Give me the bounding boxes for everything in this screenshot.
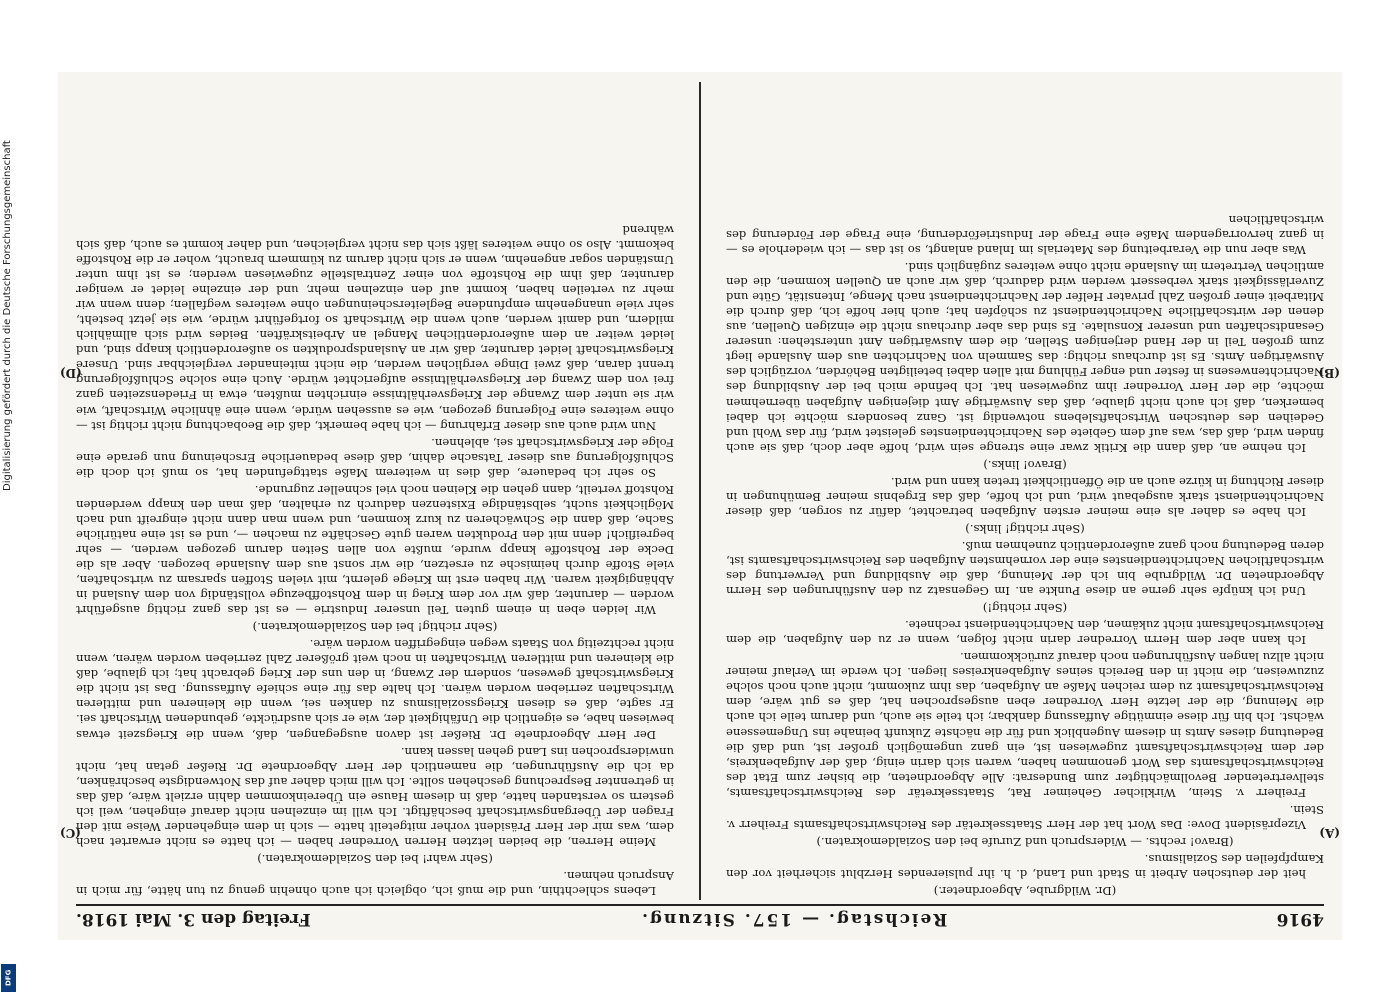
paragraph: Ich habe es daher als eine meiner ersten Aufgaben betrachtet, dafür zu sorgen, daß dieser Nachrichtendienst stark ausgebaut wird, und ich hoffe, daß das Ergebnis meiner Bemühungen in dieser Richtung in kürze auch an die Öffentlichkeit treten kann und wird. bbox=[726, 474, 1324, 519]
margin-marker-c: (C) bbox=[60, 826, 81, 840]
paragraph: (Sehr wahr! bei den Sozialdemokraten.) bbox=[257, 851, 493, 866]
dfg-logo: DFG bbox=[1, 964, 16, 992]
digitization-credit: Digitalisierung gefördert durch die Deutsche Forschungsgemeinschaft bbox=[2, 140, 13, 491]
right-column bbox=[76, 82, 674, 898]
left-column bbox=[726, 82, 1324, 898]
scanned-page bbox=[58, 72, 1342, 940]
margin-marker-a: (A) bbox=[1319, 826, 1340, 840]
paragraph: (Sehr richtig! bei den Sozialdemokraten.) bbox=[252, 620, 498, 635]
page-header bbox=[76, 904, 1324, 932]
paragraph: Meine Herren, die beiden letzten Herren Vorredner haben — ich hatte es nicht erwartet nach dem, was mir der Herr Präsident vorher mitgeteilt hatte — sich in dem eingehender Weise mit den Fragen der Übergangswirtschaft beschäftigt. Ich will im einzelnen nicht darauf eingehen, weil ich gestern so verstanden hatte, daß in diesem Hause ein Übereinkommen dahin erzielt wäre, daß das in getrennter Besprechung geschehen sollte. Ich will mich daher auf das Notwendigste beschränken, da ich die Ausführungen, die namentlich der Herr Abgeordnete Dr. Rießer getan hat, nicht unwidersprochen ins Land gehen lassen kann. bbox=[76, 744, 674, 849]
paragraph: Wir leiden eben in einem guten Teil unserer Industrie — es ist das ganz richtig ausgeführt worden — darunter, daß wir vor dem Krieg in dem Rohstoffbezuge vollständig von dem Ausland in Abhängigkeit waren. Wir haben erst im Kriege gelernt, mit vielen Stoffen sparsam zu wirtschaften, viele Stoffe durch heimische zu ersetzen, die wir sonst aus dem Auslande bezogen. Aber als die Decke der Rohstoffe knapp wurde, mußte von allen Seiten darum gezogen werden, — sehr begreiflich! denn mit den Produkten waren gute Geschäfte zu machen —, und es ist eine natürliche Sache, daß dann die Schwächeren zu kurz kommen, und wenn man dann nicht eingreift und nach Möglichkeit sucht, selbständige Existenzen dadurch zu erhalten, daß man den knapp werdenden Rohstoff verteilt, dann gehen die Kleinen noch viel schneller zugrunde. bbox=[76, 482, 674, 618]
paragraph: heit der deutschen Arbeit in Stadt und Land, d. h. ihr pulsierendes Herzblut sicherheit vor den Kampfpfeilen des Sozialismus. bbox=[726, 851, 1324, 881]
paragraph: (Sehr richtig!) bbox=[982, 601, 1068, 616]
paragraph: (Dr. Wildgrube, Abgeordneter.) bbox=[933, 884, 1117, 898]
paragraph: Nun wird auch aus dieser Erfahrung — ich habe bemerkt, daß die Beobachtung nicht richtig ist — ohne weiteres eine Folgerung gezogen, wie es aussehen würde, wenn eine ähnliche Wirtschaft, wie wir sie unter dem Zwange der Kriegsverhältnisse einrichten mußten, etwa in Friedenszeiten ganz frei von dem Zwang der Kriegsverhältnisse aufgerichtet würde. Auch eine solche Schlußfolgerung trennt daran, daß zwei Dinge verglichen werden, die nicht miteinander vergleichbar sind. Unsere Kriegswirtschaft leidet darunter, daß wir an Auslandsprodukten so außerordentlich knapp sind, und leidet weiter an dem außerordentlichen Mangel an Arbeitskräften. Beides wird sich allmählich mildern, und damit werden, auch wenn die Wirtschaft so fortgeführt würde, wie sie jetzt besteht, sehr viele unangenehm empfundene Begleiterscheinungen ohne weiteres wegfallen; denn wenn wir mehr zu verteilen haben, kommt auf den einzelnen mehr, und der einzelne leidet er weniger darunter, daß ihm die Rohstoffe von einer Zentralstelle zugewiesen werden; es ist ihm unter Umständen sogar angenehm, wenn er sich nicht darum zu kümmern braucht, woher er die Rohstoffe bekommt. Also so ohne weiteres läßt sich das nicht vergleichen, und daher kommt es auch, daß sich während bbox=[76, 222, 674, 433]
paragraph: Freiherr v. Stein, Wirklicher Geheimer Rat, Staatssekretär des Reichswirtschaftsamts, stellvertretender Bevollmächtigter zum Bundesrat: Alle Abgeordneten, die bisher zum Etat des Reichswirtschaftsamts das Wort genommen haben, waren sich darin einig, daß der Aufgabenkreis, der dem Reichswirtschaftsamt zugewiesen ist, ein ganz ungemöglich großer ist, und daß die Bedeutung dieses Amts in diesem Augenblick und für die nächste Zukunft beinahe ins Ungemessene wächst. Ich bin für diese einmütige Auffassung dankbar; ich teile sie auch, und darum teile ich auch die Meinung, die der letzte Herr Vorredner eben ausgesprochen hat, daß es gut wäre, dem Reichswirtschaftsamt zu dem reichen Maße an Aufgaben, das ihm zukommt, nicht auch noch solche zuzuweisen, die nicht in den Bereich seines Aufgabenkreises liegen. Ich werde im Verlauf meiner nicht allzu langen Ausführungen noch darauf zurückkommen. bbox=[726, 650, 1324, 800]
column-divider bbox=[699, 82, 701, 900]
paragraph: Der Herr Abgeordnete Dr. Rießer ist davon ausgegangen, daß, wenn die Kriegszeit etwas bewiesen habe, es eigentlich die Unfähigkeit der, wie er sich ausdrückte, gebundenen Wirtschaft sei. Er sagte, daß es diesen Kriegssozialismus zu danken sei, wenn die kleineren und mittleren Wirtschaften zerrieben worden wären. Ich halte das für eine schiefe Auffassung. Das ist nicht die Kriegswirtschaft gewesen, sondern der Zwang, in den uns der Krieg gebracht hat; ich glaube, daß die kleineren und mittleren Wirtschaften in noch weit größerer Zahl zerrieben worden wären, wenn nicht rechtzeitig von Staats wegen eingegriffen worden wäre. bbox=[76, 637, 674, 742]
page-number: 4916 bbox=[1276, 909, 1324, 929]
paragraph: Und ich knüpfe sehr gerne an diese Punkte an. Im Gegensatz zu den Ausführungen des Herrn Abgeordneten Dr. Wildgrube bin ich der Meinung, daß die Ausbildung und Verwertung des wirtschaftlichen Nachrichtendienstes eine der vornehmsten Aufgaben des Reichswirtschaftsamts ist, deren Bedeutung noch ganz außerordentlich zunehmen muß. bbox=[726, 538, 1324, 599]
session-title: Reichstag. — 157. Sitzung. bbox=[640, 909, 948, 929]
paragraph: So sehr ich bedauere, daß dies in weiterem Maße stattgefunden hat, so muß ich doch die Schlußfolgerung aus dieser Tatsache dahin, daß diese bedauerliche Erscheinung nun gerade eine Folge der Kriegswirtschaft sei, ablehnen. bbox=[76, 435, 674, 480]
paragraph: Lebens schlechthin, und die muß ich, obgleich ich auch ohnehin genug zu tun hätte, für mich in Anspruch nehmen. bbox=[76, 868, 674, 898]
paragraph: Ich nehme an, daß dann die Kritik zwar eine strenge sein wird, hoffe aber doch, daß sie auch finden wird, daß das, was auf dem Gebiete des Nachrichtendienstes geleistet wird, für das Wohl und Gedeihen des deutschen Wirtschaftslebens notwendig ist. Ganz besonders möchte ich dabei bemerken, daß ich auch nicht glaube, daß das Auswärtige Amt diejenigen Aufgaben übernehmen möchte, die der Herr Vorredner ihm zugewiesen hat. Ich befinde mich bei der Ausbildung des Nachrichtenwesens in fester und enger Fühlung mit allen dabei beteiligten Behörden, vorzüglich des Auswärtigen Amts. Es ist durchaus richtig: das Sammeln von Nachrichten aus dem Auslande liegt zum großen Teil in der Hand derjenigen Stellen, die dem Auswärtigen Amt unterstehen: unserer Gesandtschaften und unserer Konsulate. Es sind das aber durchaus nicht die einzigen Quellen, aus denen der wirtschaftliche Nachrichtendienst zu schöpfen hat; auch hier hoffe ich, daß durch die Mitarbeit einer großen Zahl privater Helfer der Nachrichtendienst nach Menge, Intensität, Güte und Zuverlässigkeit stark verbessert werden wird dadurch, daß wir auch an Quellen kommen, die den amtlichen Vertretern im Auslande nicht ohne weiteres zugänglich sind. bbox=[726, 260, 1324, 455]
paragraph: Vizepräsident Dove: Das Wort hat der Herr Staatssekretär des Reichswirtschaftsamts Freiherr v. Stein. bbox=[726, 802, 1324, 832]
paragraph: (Bravo! rechts. — Widerspruch und Zurufe bei den Sozialdemokraten.) bbox=[816, 834, 1234, 849]
paragraph: (Sehr richtig! links.) bbox=[965, 521, 1085, 536]
page-date: Freitag den 3. Mai 1918. bbox=[76, 909, 311, 929]
paragraph: Was aber nun die Verarbeitung des Materials im Inland anlangt, so ist das — ich wiederhole es — in ganz hervorragendem Maße eine Frage der Industrieförderung, eine Frage der Förderung des wirtschaftlichen bbox=[726, 212, 1324, 258]
paragraph: (Bravo! links.) bbox=[983, 457, 1067, 472]
margin-marker-b: (B) bbox=[1318, 366, 1340, 380]
paragraph: Ich kann aber dem Herrn Vorredner darin nicht folgen, wenn er zu den Aufgaben, die dem Reichswirtschaftsamt nicht zukämen, den Nachrichtendienst rechnete. bbox=[726, 618, 1324, 648]
margin-marker-d: (D) bbox=[60, 366, 82, 380]
